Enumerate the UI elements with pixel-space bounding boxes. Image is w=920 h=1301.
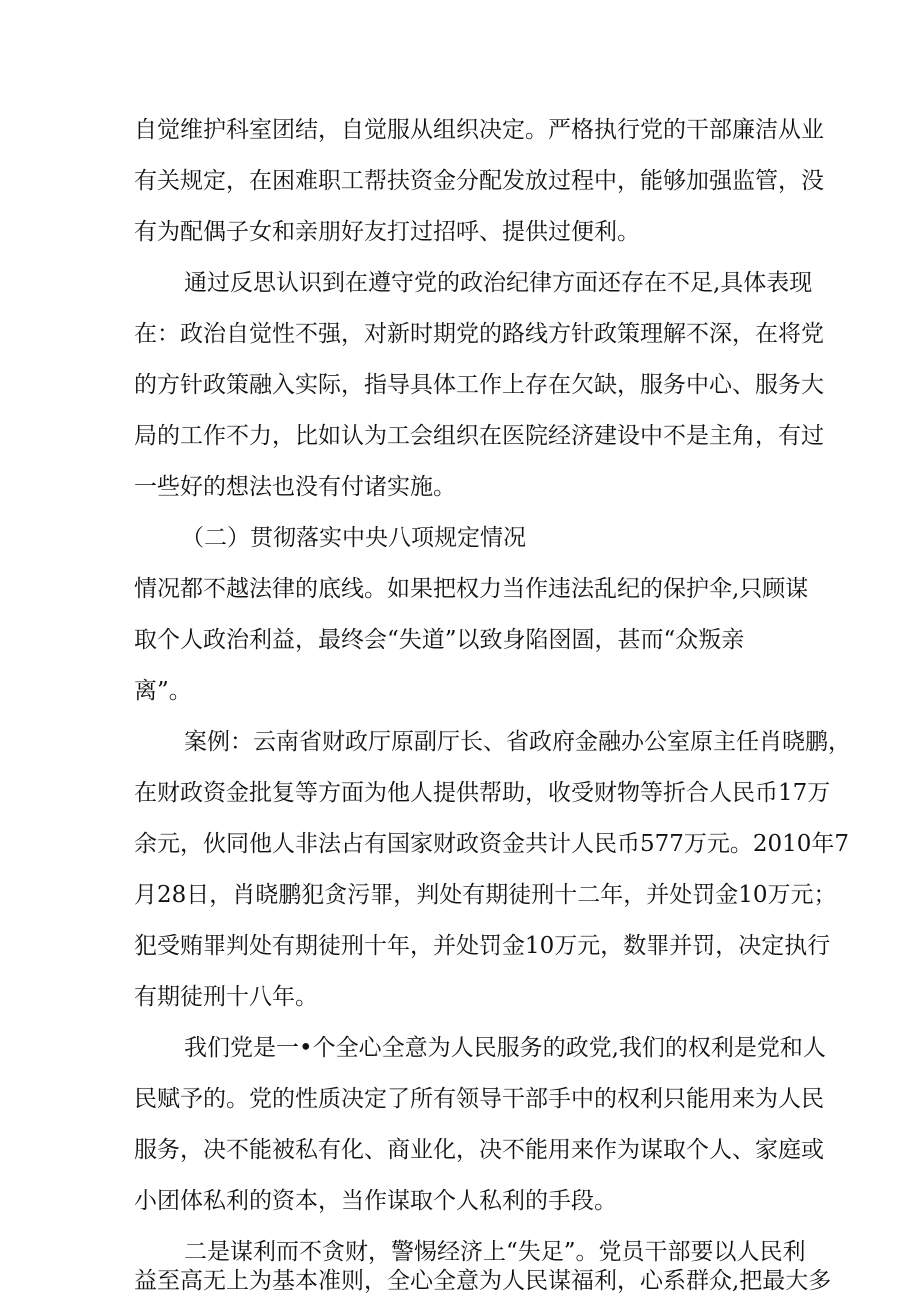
paragraph-line: 在：政治自觉性不强，对新时期党的路线方针政策理解不深，在将党 (134, 321, 824, 347)
paragraph-line: 益至高无上为基本准则，全心全意为人民谋福利，心系群众,把最大多 (134, 1268, 832, 1294)
paragraph-line: 月28日，肖晓鹏犯贪污罪，判处有期徒刑十二年，并处罚金10万元； (134, 882, 837, 908)
paragraph-line: 余元，伙同他人非法占有国家财政资金共计人民币577万元。2010年7 (134, 831, 850, 857)
paragraph-line: 有关规定，在困难职工帮扶资金分配发放过程中，能够加强监管，没 (134, 168, 824, 194)
paragraph-line: 有为配偶子女和亲朋好友打过招呼、提供过便利。 (134, 219, 640, 245)
paragraph-line: 在财政资金批复等方面为他人提供帮助，收受财物等折合人民币17万 (134, 780, 831, 806)
paragraph-line: 犯受贿罪判处有期徒刑十年，并处罚金10万元，数罪并罚，决定执行 (134, 933, 831, 959)
paragraph-line: 民赋予的。党的性质决定了所有领导干部手中的权利只能用来为人民 (134, 1086, 824, 1112)
paragraph-line: 服务，决不能被私有化、商业化，决不能用来作为谋取个人、家庭或 (134, 1137, 824, 1163)
paragraph-line: 取个人政治利益，最终会“失道”以致身陷囹圄，甚而“众叛亲 (134, 627, 745, 653)
paragraph-line: 离”。 (134, 678, 192, 704)
paragraph-line: 局的工作不力，比如认为工会组织在医院经济建设中不是主角，有过 (134, 423, 824, 449)
section-heading: （二）贯彻落实中央八项规定情况 (181, 525, 526, 551)
paragraph-line: 二是谋利而不贪财，警惕经济上“失足”。党员干部要以人民利 (184, 1239, 806, 1265)
paragraph-line: 有期徒刑十八年。 (134, 984, 318, 1010)
paragraph-line: 一些好的想法也没有付诸实施。 (134, 474, 456, 500)
paragraph-line: 通过反思认识到在遵守党的政治纪律方面还存在不足,具体表现 (184, 270, 813, 296)
paragraph-line: 的方针政策融入实际，指导具体工作上存在欠缺，服务中心、服务大 (134, 372, 824, 398)
paragraph-line: 自觉维护科室团结，自觉服从组织决定。严格执行党的干部廉洁从业 (134, 117, 824, 143)
paragraph-line: 情况都不越法律的底线。如果把权力当作违法乱纪的保护伞,只顾谋 (134, 576, 809, 602)
paragraph-line: 案例：云南省财政厅原副厅长、省政府金融办公室原主任肖晓鹏， (184, 729, 851, 755)
paragraph-line: 小团体私利的资本，当作谋取个人私利的手段。 (134, 1188, 617, 1214)
paragraph-line: 我们党是一•个全心全意为人民服务的政党,我们的权利是党和人 (184, 1035, 826, 1061)
